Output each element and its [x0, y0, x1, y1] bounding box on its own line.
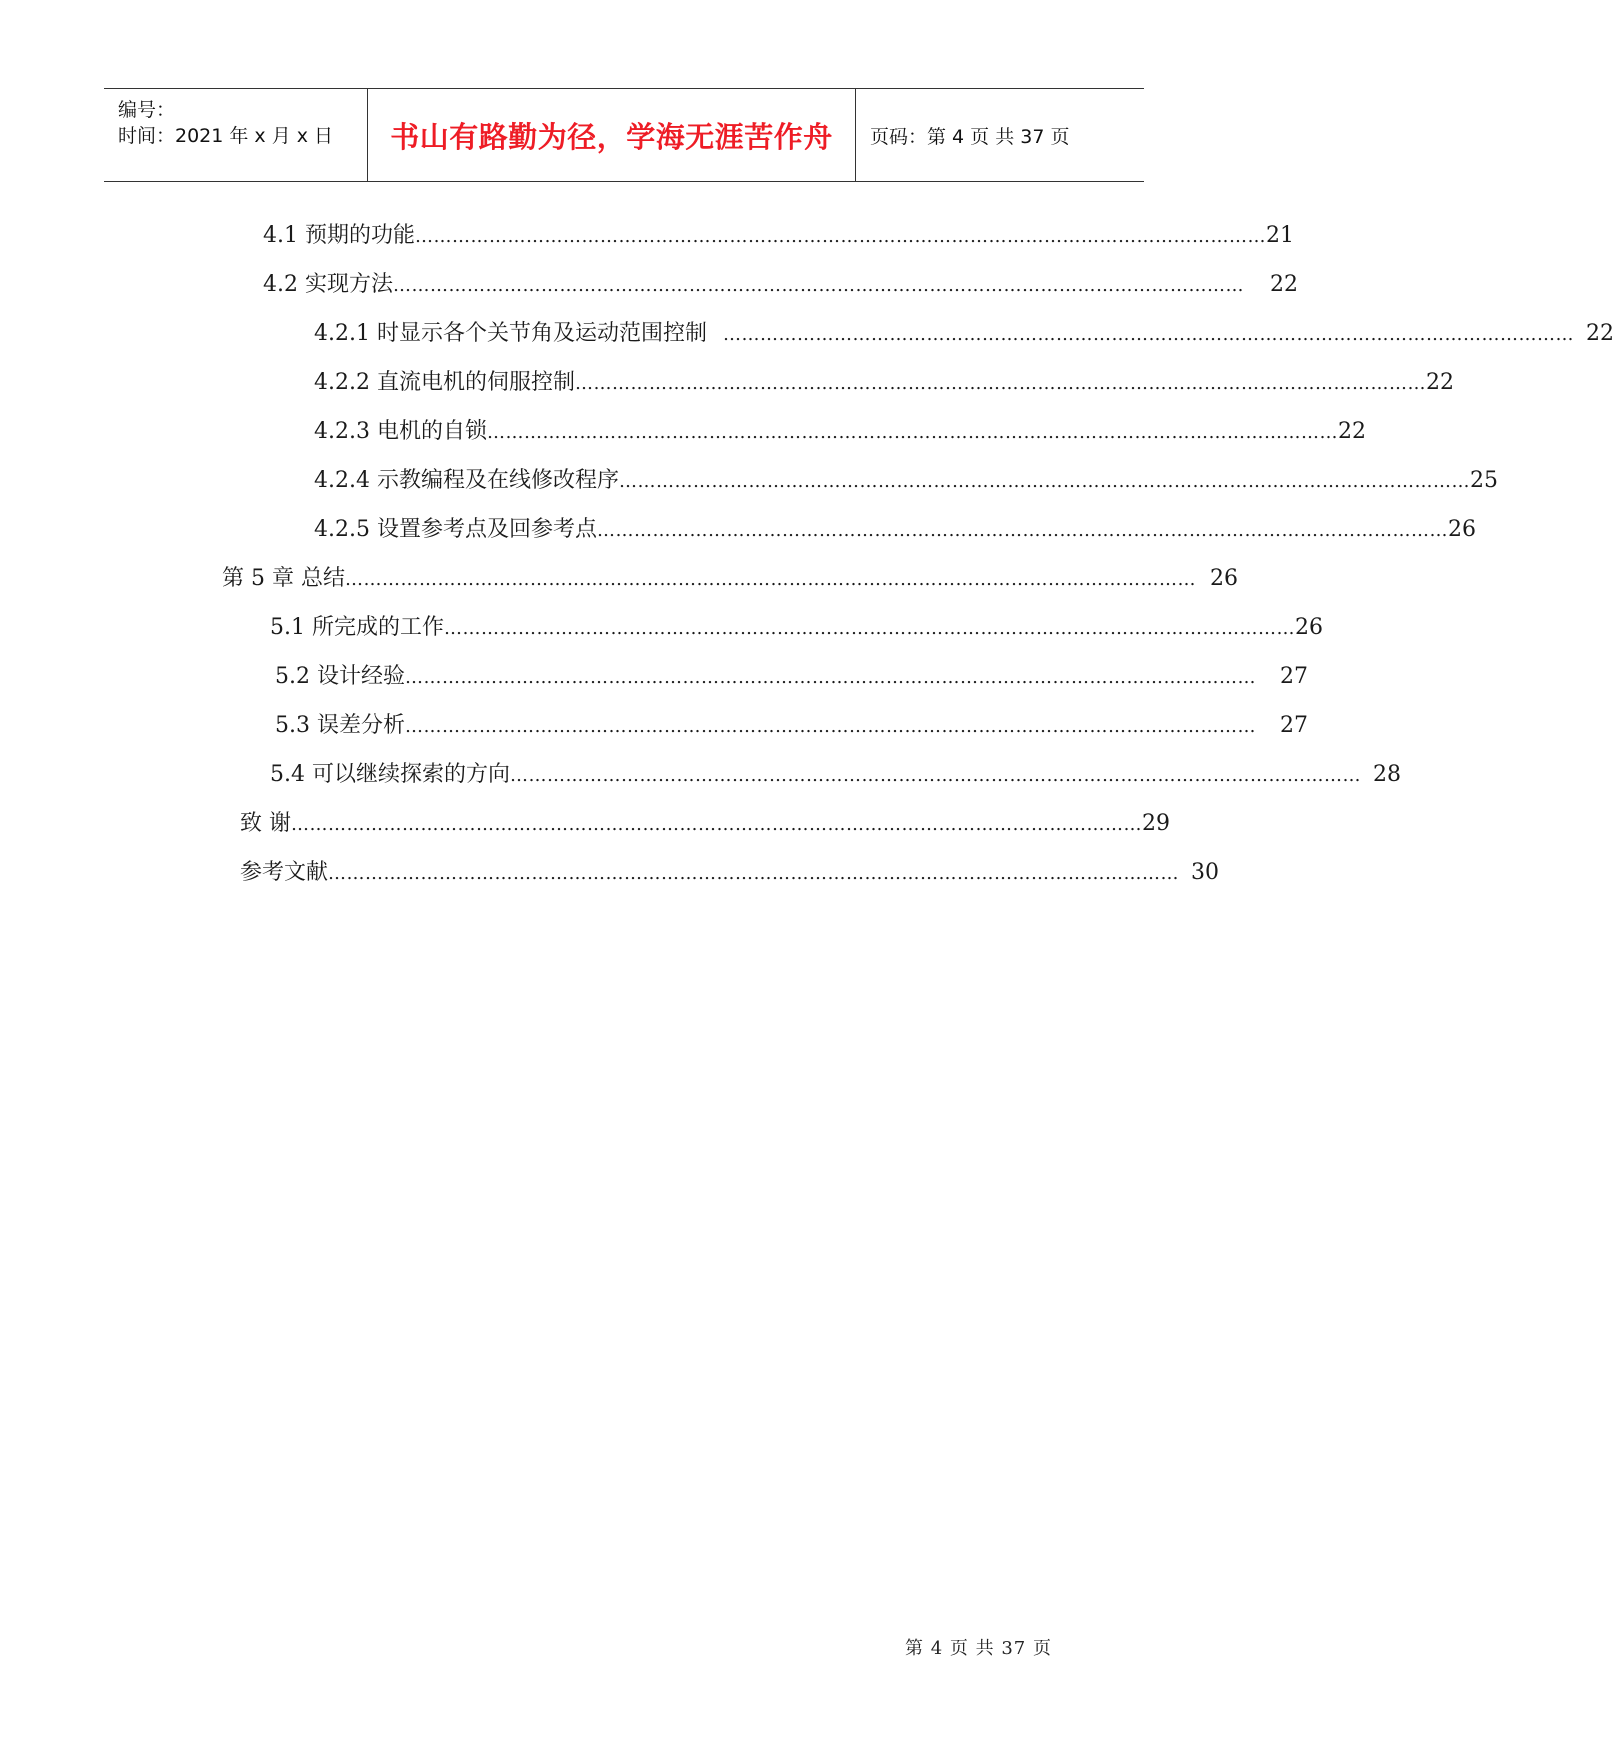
toc-leader-dots: ………………………………………………………………………………………………………………………… [291, 814, 1142, 835]
toc-entry-label: 4.2.4 示教编程及在线修改程序 [314, 468, 619, 493]
header-motto: 书山有路勤为径，学海无涯苦作舟 [390, 119, 833, 154]
toc-leader-dots: ………………………………………………………………………………………………………………………… [509, 765, 1361, 786]
toc-entry[interactable] [275, 662, 1308, 692]
toc-entry[interactable] [314, 515, 1476, 545]
page-footer-number: 第 4 页 共 37 页 [905, 1638, 1052, 1659]
toc-entry[interactable] [263, 270, 1298, 300]
toc-entry-label: 4.2.2 直流电机的伺服控制 [314, 370, 575, 395]
toc-entry-page: 30 [1191, 860, 1220, 885]
toc-entry[interactable] [240, 858, 1220, 888]
toc-entry-page: 26 [1447, 517, 1476, 542]
toc-entry[interactable] [275, 711, 1308, 741]
page-header [104, 88, 1144, 182]
toc-entry-label: 4.2.3 电机的自锁 [314, 419, 487, 444]
toc-entry[interactable] [314, 368, 1454, 398]
toc-entry-page: 28 [1372, 762, 1401, 787]
toc-leader-dots: ………………………………………………………………………………………………………………………… [392, 275, 1244, 296]
toc-leader-dots: ………………………………………………………………………………………………………………………… [618, 471, 1470, 492]
toc-entry-page: 27 [1279, 713, 1308, 738]
toc-entry-label: 5.2 设计经验 [275, 664, 405, 689]
toc-leader-dots: ………………………………………………………………………………………………………………………… [404, 716, 1256, 737]
toc-entry[interactable] [240, 809, 1170, 839]
header-page-cell [856, 89, 1144, 181]
toc-entry-page: 26 [1294, 615, 1323, 640]
toc-leader-dots: ………………………………………………………………………………………………………………………… [596, 520, 1448, 541]
toc-entry[interactable] [263, 221, 1294, 251]
toc-entry[interactable] [270, 760, 1401, 790]
toc-entry-page: 22 [1425, 370, 1454, 395]
document-time-label: 时间：2021 年 x 月 x 日 [118, 125, 334, 147]
toc-entry-page: 27 [1279, 664, 1308, 689]
toc-entry[interactable] [314, 319, 1614, 349]
toc-entry-label: 5.1 所完成的工作 [270, 615, 444, 640]
toc-entry-label: 4.2.1 时显示各个关节角及运动范围控制 [314, 321, 707, 346]
toc-entry-page: 29 [1142, 811, 1170, 836]
toc-entry[interactable] [222, 564, 1238, 594]
toc-entry-label: 参考文献 [240, 860, 329, 885]
toc-entry-page: 26 [1209, 566, 1238, 591]
toc-leader-dots: ………………………………………………………………………………………………………………………… [344, 569, 1196, 590]
toc-entry[interactable] [314, 466, 1498, 496]
header-motto-cell [368, 89, 856, 181]
toc-leader-dots: ………………………………………………………………………………………………………………………… [574, 373, 1426, 394]
toc-leader-dots: ………………………………………………………………………………………………………………………… [328, 863, 1180, 884]
header-page-label: 页码：第 4 页 共 37 页 [870, 125, 1070, 148]
toc-leader-dots: ………………………………………………………………………………………………………………………… [414, 226, 1266, 247]
toc-leader-dots: ………………………………………………………………………………………………………………………… [486, 422, 1338, 443]
toc-entry-label: 4.2.5 设置参考点及回参考点 [314, 517, 597, 542]
toc-entry-page: 22 [1585, 321, 1614, 346]
toc-entry-label: 致 谢 [240, 811, 291, 836]
toc-entry-page: 21 [1265, 223, 1294, 248]
toc-entry[interactable] [270, 613, 1323, 643]
toc-entry-label: 第 5 章 总结 [222, 566, 345, 591]
toc-entry-label: 5.4 可以继续探索的方向 [270, 762, 510, 787]
toc-leader-dots: ………………………………………………………………………………………………………………………… [722, 324, 1574, 345]
toc-entry[interactable] [314, 417, 1366, 447]
toc-entry-label: 4.1 预期的功能 [263, 223, 415, 248]
toc-leader-dots: ………………………………………………………………………………………………………………………… [404, 667, 1256, 688]
toc-leader-dots: ………………………………………………………………………………………………………………………… [443, 618, 1295, 639]
toc-entry-label: 5.3 误差分析 [275, 713, 405, 738]
toc-entry-page: 25 [1469, 468, 1498, 493]
toc-entry-label: 4.2 实现方法 [263, 272, 393, 297]
toc-entry-page: 22 [1269, 272, 1298, 297]
document-number-label: 编号： [118, 99, 176, 121]
header-meta-cell [104, 89, 368, 181]
toc-entry-page: 22 [1337, 419, 1366, 444]
